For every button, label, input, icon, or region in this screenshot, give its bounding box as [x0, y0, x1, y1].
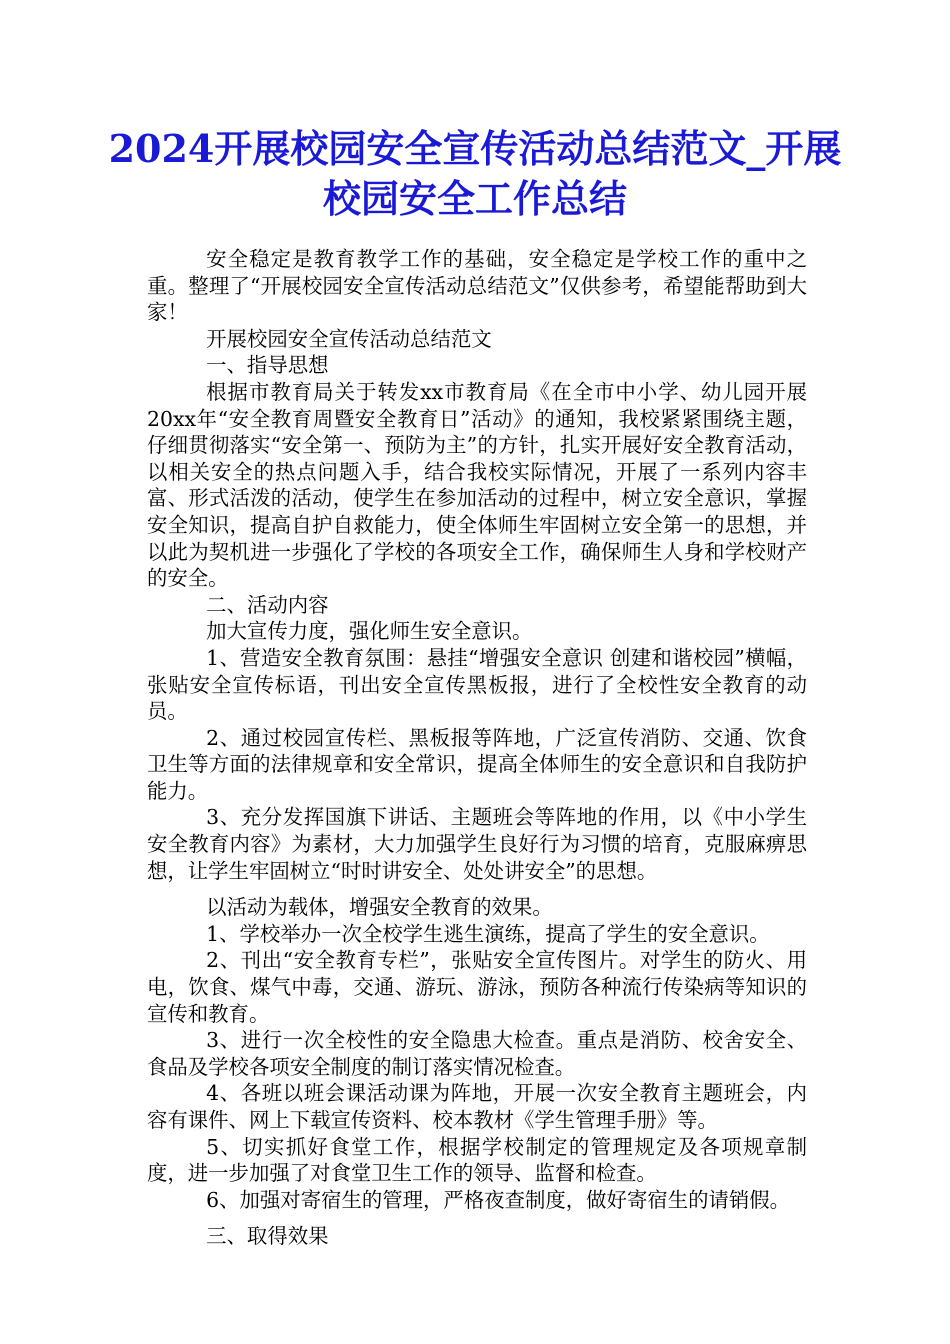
section-heading-results: 三、取得效果	[206, 1224, 329, 1249]
list-item: 5、切实抓好食堂工作，根据学校制定的管理规定及各项规章制度，进一步加强了对食堂卫生工作的领导、监督和检查。	[147, 1134, 807, 1186]
section-heading-activity-content: 二、活动内容	[206, 592, 329, 617]
list-item: 2、通过校园宣传栏、黑板报等阵地，广泛宣传消防、交通、饮食卫生等方面的法律规章和安全常识，提高全体师生的安全意识和自我防护能力。	[147, 725, 807, 803]
guiding-thought-paragraph: 根据市教育局关于转发xx市教育局《在全市中小学、幼儿园开展20xx年“安全教育周暨安全教育日”活动》的通知，我校紧紧围绕主题，仔细贯彻落实“安全第一、预防为主”的方针，扎实开展好安全教育活动，以相关安全的热点问题入手，结合我校实际情况，开展了一系列内容丰富、形式活泼的活动，使学生在参加活动的过程中，树立安全意识，掌握安全知识，提高自护自救能力，使全体师生牢固树立安全第一的思想，并以此为契机进一步强化了学校的各项安全工作，确保师生人身和学校财产的安全。	[147, 379, 807, 591]
list-item: 3、充分发挥国旗下讲话、主题班会等阵地的作用，以《中小学生安全教育内容》为素材，大力加强学生良好行为习惯的培育，克服麻痹思想，让学生牢固树立“时时讲安全、处处讲安全”的思想。	[147, 805, 807, 883]
section-heading-guiding-thought: 一、指导思想	[206, 353, 329, 378]
subtitle-paragraph: 开展校园安全宣传活动总结范文	[206, 326, 492, 351]
list-item: 6、加强对寄宿生的管理，严格夜查制度，做好寄宿生的请销假。	[206, 1187, 791, 1212]
list-item: 3、进行一次全校性的安全隐患大检查。重点是消防、校舍安全、食品及学校各项安全制度的制订落实情况检查。	[147, 1028, 807, 1079]
list-item: 1、营造安全教育氛围：悬挂“增强安全意识 创建和谐校园”横幅，张贴安全宣传标语，刊出安全宣传黑板报，进行了全校性安全教育的动员。	[147, 645, 807, 724]
activity-subheading-publicity: 加大宣传力度，强化师生安全意识。	[206, 619, 533, 644]
list-item: 2、刊出“安全教育专栏”，张贴安全宣传图片。对学生的防火、用电，饮食、煤气中毒，交通、游玩、游泳，预防各种流行传染病等知识的宣传和教育。	[147, 948, 807, 1026]
intro-paragraph: 安全稳定是教育教学工作的基础，安全稳定是学校工作的重中之重。整理了“开展校园安全宣传活动总结范文”仅供参考，希望能帮助到大家！	[147, 247, 807, 325]
activity-subheading-carrier: 以活动为载体，增强安全教育的效果。	[206, 895, 553, 920]
document-title: 2024开展校园安全宣传活动总结范文_开展校园安全工作总结	[108, 126, 842, 221]
list-item: 1、学校举办一次全校学生逃生演练，提高了学生的安全意识。	[206, 921, 770, 946]
document-body	[147, 246, 807, 1250]
list-item: 4、各班以班会课活动课为阵地，开展一次安全教育主题班会，内容有课件、网上下载宣传资料、校本教材《学生管理手册》等。	[147, 1081, 807, 1132]
